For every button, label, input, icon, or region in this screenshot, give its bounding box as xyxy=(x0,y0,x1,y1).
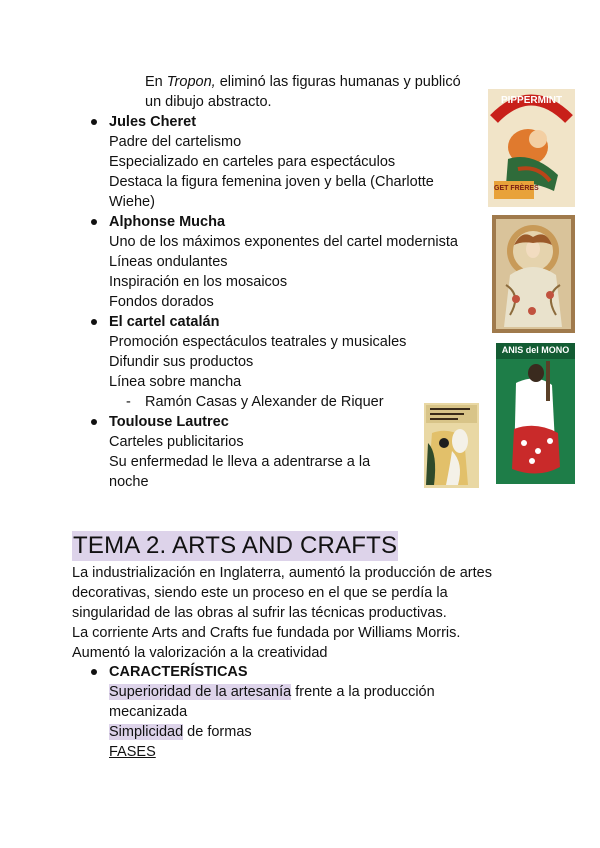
intro-line-1 xyxy=(145,72,461,92)
artist-name-cheret: Jules Cheret xyxy=(109,114,197,130)
artist-name-lautrec: Toulouse Lautrec xyxy=(109,414,229,430)
poster-title: PIPPERMINT xyxy=(500,95,563,106)
artist-name-catalan: El cartel catalán xyxy=(109,314,220,330)
sub-item: Ramón Casas y Alexander de Riquer xyxy=(145,394,384,410)
characteristic-1-rest: frente a la producción xyxy=(291,684,435,700)
characteristic-1-line2: mecanizada xyxy=(109,704,188,720)
bullet-icon xyxy=(91,419,97,425)
artist-line: Fondos dorados xyxy=(109,294,214,310)
characteristic-2 xyxy=(109,722,252,742)
artist-line: Uno de los máximos exponentes del cartel modernista xyxy=(109,234,458,250)
artist-line: Padre del cartelismo xyxy=(109,134,242,150)
artist-line: Líneas ondulantes xyxy=(109,254,228,270)
poster-title: ANIS del MONO xyxy=(501,345,570,355)
poster-mucha-image xyxy=(492,215,575,333)
bullet-icon xyxy=(91,119,97,125)
paragraph-line: La corriente Arts and Crafts fue fundada por Williams Morris. xyxy=(72,625,461,641)
artist-line: Promoción espectáculos teatrales y musicales xyxy=(109,334,407,350)
poster-lautrec-art xyxy=(424,403,479,488)
poster-anis-art xyxy=(496,343,575,484)
bullet-icon xyxy=(91,219,97,225)
characteristic-1 xyxy=(109,682,435,702)
intro-line-2: un dibujo abstracto. xyxy=(145,94,272,110)
intro-italic: Tropon, xyxy=(166,74,216,90)
intro-prefix: En xyxy=(145,74,167,90)
artist-line: Difundir sus productos xyxy=(109,354,254,370)
characteristic-2-rest: de formas xyxy=(183,724,252,740)
artist-line: Especializado en carteles para espectáculos xyxy=(109,154,396,170)
poster-subtitle: GET FRÈRES xyxy=(494,185,539,192)
poster-mucha-art xyxy=(492,215,575,333)
bullet-icon xyxy=(91,669,97,675)
artist-name-mucha: Alphonse Mucha xyxy=(109,214,226,230)
bullet-icon xyxy=(91,319,97,325)
paragraph-line: decorativas, siendo este un proceso en el que se perdía la xyxy=(72,585,448,601)
paragraph-line: La industrialización en Inglaterra, aumentó la producción de artes xyxy=(72,565,492,581)
paragraph-line: Aumentó la valorización a la creatividad xyxy=(72,645,328,661)
poster-lautrec-image xyxy=(424,403,479,488)
artist-line: Línea sobre mancha xyxy=(109,374,242,390)
dash-icon: - xyxy=(126,394,131,410)
fases-label: FASES xyxy=(109,744,156,760)
highlighted-text: Simplicidad xyxy=(109,724,184,740)
highlighted-text: Superioridad de la artesanía xyxy=(109,684,292,700)
characteristics-title: CARACTERÍSTICAS xyxy=(109,664,248,680)
artist-line: Carteles publicitarios xyxy=(109,434,244,450)
section-heading: TEMA 2. ARTS AND CRAFTS xyxy=(73,532,398,559)
poster-anis-image xyxy=(496,343,575,484)
artist-line: noche xyxy=(109,474,149,490)
artist-line: Wiehe) xyxy=(109,194,155,210)
intro-rest: eliminó las figuras humanas y publicó xyxy=(215,74,461,90)
artist-line: Destaca la figura femenina joven y bella (Charlotte xyxy=(109,174,434,190)
paragraph-line: singularidad de las obras al sufrir las técnicas productivas. xyxy=(72,605,447,621)
artist-line: Su enfermedad le lleva a adentrarse a la xyxy=(109,454,371,470)
poster-cheret-image xyxy=(488,89,575,207)
artist-line: Inspiración en los mosaicos xyxy=(109,274,288,290)
